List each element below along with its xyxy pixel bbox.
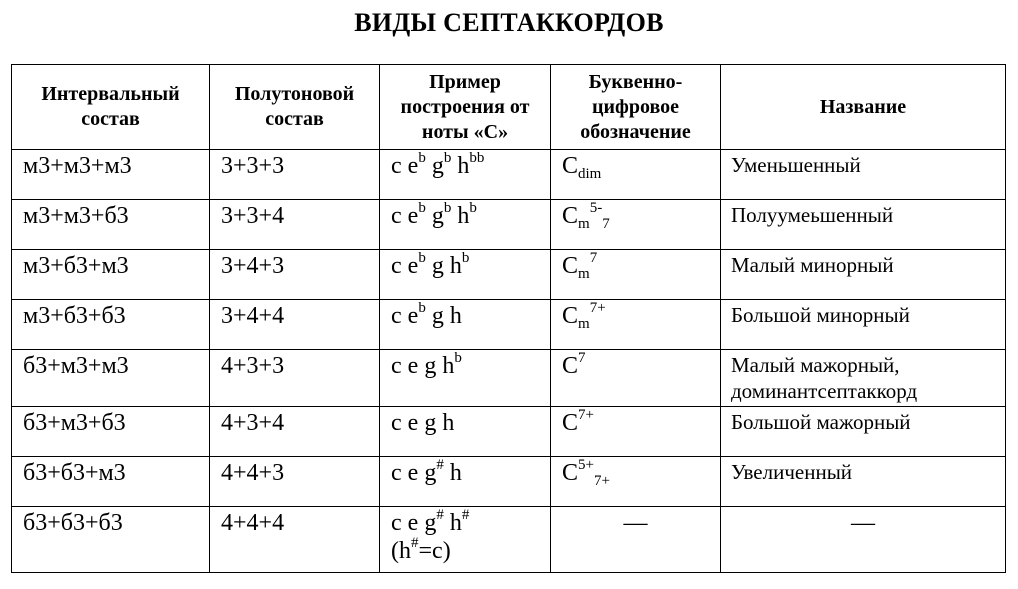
table-header-row bbox=[12, 65, 1006, 150]
cell-semitones: 4+4+3 bbox=[210, 457, 380, 507]
cell-example: c $e^b$ $g^b$ $h^{bb}$ bbox=[380, 150, 551, 200]
cell-example: c e g# h bbox=[380, 457, 551, 507]
header-intervals: Интервальный состав bbox=[12, 65, 210, 150]
table-row bbox=[12, 507, 1006, 573]
cell-symbol: $C_m^{7+}$ bbox=[551, 300, 721, 350]
cell-name: Большой мажорный bbox=[721, 407, 1006, 457]
page-title: ВИДЫ СЕПТАККОРДОВ bbox=[354, 8, 664, 37]
cell-intervals: м3+б3+м3 bbox=[12, 250, 210, 300]
cell-example: c e g# h# (h#=c) bbox=[380, 507, 551, 573]
table-row bbox=[12, 150, 1006, 200]
cell-semitones: 4+4+4 bbox=[210, 507, 380, 573]
cell-name: Увеличенный bbox=[721, 457, 1006, 507]
table-row bbox=[12, 300, 1006, 350]
cell-intervals: б3+м3+м3 bbox=[12, 350, 210, 407]
table-row bbox=[12, 407, 1006, 457]
cell-symbol: $C^{7+}$ bbox=[551, 407, 721, 457]
cell-example: c e g $h^b$ bbox=[380, 350, 551, 407]
cell-intervals: б3+м3+б3 bbox=[12, 407, 210, 457]
cell-symbol: $C_m^7$ bbox=[551, 250, 721, 300]
cell-name: Уменьшенный bbox=[721, 150, 1006, 200]
cell-semitones: 3+4+4 bbox=[210, 300, 380, 350]
cell-name: Малый минорный bbox=[721, 250, 1006, 300]
cell-semitones: 4+3+4 bbox=[210, 407, 380, 457]
seventh-chords-table bbox=[11, 64, 1006, 573]
cell-symbol bbox=[551, 507, 721, 573]
dash-symbol: — bbox=[623, 510, 648, 536]
cell-intervals: б3+б3+б3 bbox=[12, 507, 210, 573]
cell-name bbox=[721, 507, 1006, 573]
cell-name: Большой минорный bbox=[721, 300, 1006, 350]
header-symbol: Буквенно-цифровое обозначение bbox=[551, 65, 721, 150]
cell-semitones: 4+3+3 bbox=[210, 350, 380, 407]
table-row bbox=[12, 350, 1006, 407]
header-semitones: Полутоновой состав bbox=[210, 65, 380, 150]
cell-intervals: м3+м3+б3 bbox=[12, 200, 210, 250]
cell-semitones: 3+3+4 bbox=[210, 200, 380, 250]
cell-name: Малый мажорный, доминантсептаккорд bbox=[721, 350, 1006, 407]
cell-intervals: б3+б3+м3 bbox=[12, 457, 210, 507]
header-name: Название bbox=[721, 65, 1006, 150]
cell-semitones: 3+3+3 bbox=[210, 150, 380, 200]
cell-semitones: 3+4+3 bbox=[210, 250, 380, 300]
cell-example: c e g h bbox=[380, 407, 551, 457]
cell-example: c $e^b$ $g^b$ $h^b$ bbox=[380, 200, 551, 250]
cell-symbol: $C_m^{5-}_7$ bbox=[551, 200, 721, 250]
cell-symbol: $C^7$ bbox=[551, 350, 721, 407]
cell-intervals: м3+м3+м3 bbox=[12, 150, 210, 200]
table-row bbox=[12, 200, 1006, 250]
cell-example: c $e^b$ g h bbox=[380, 300, 551, 350]
dash-symbol: — bbox=[851, 510, 875, 536]
header-example: Пример построения от ноты «С» bbox=[380, 65, 551, 150]
cell-intervals: м3+б3+б3 bbox=[12, 300, 210, 350]
table-row bbox=[12, 457, 1006, 507]
cell-symbol: $C^{5+}_{7+}$ bbox=[551, 457, 721, 507]
cell-name: Полуумеьшенный bbox=[721, 200, 1006, 250]
cell-symbol: $C_{dim}$ bbox=[551, 150, 721, 200]
cell-example: c $e^b$ g $h^b$ bbox=[380, 250, 551, 300]
table-row bbox=[12, 250, 1006, 300]
